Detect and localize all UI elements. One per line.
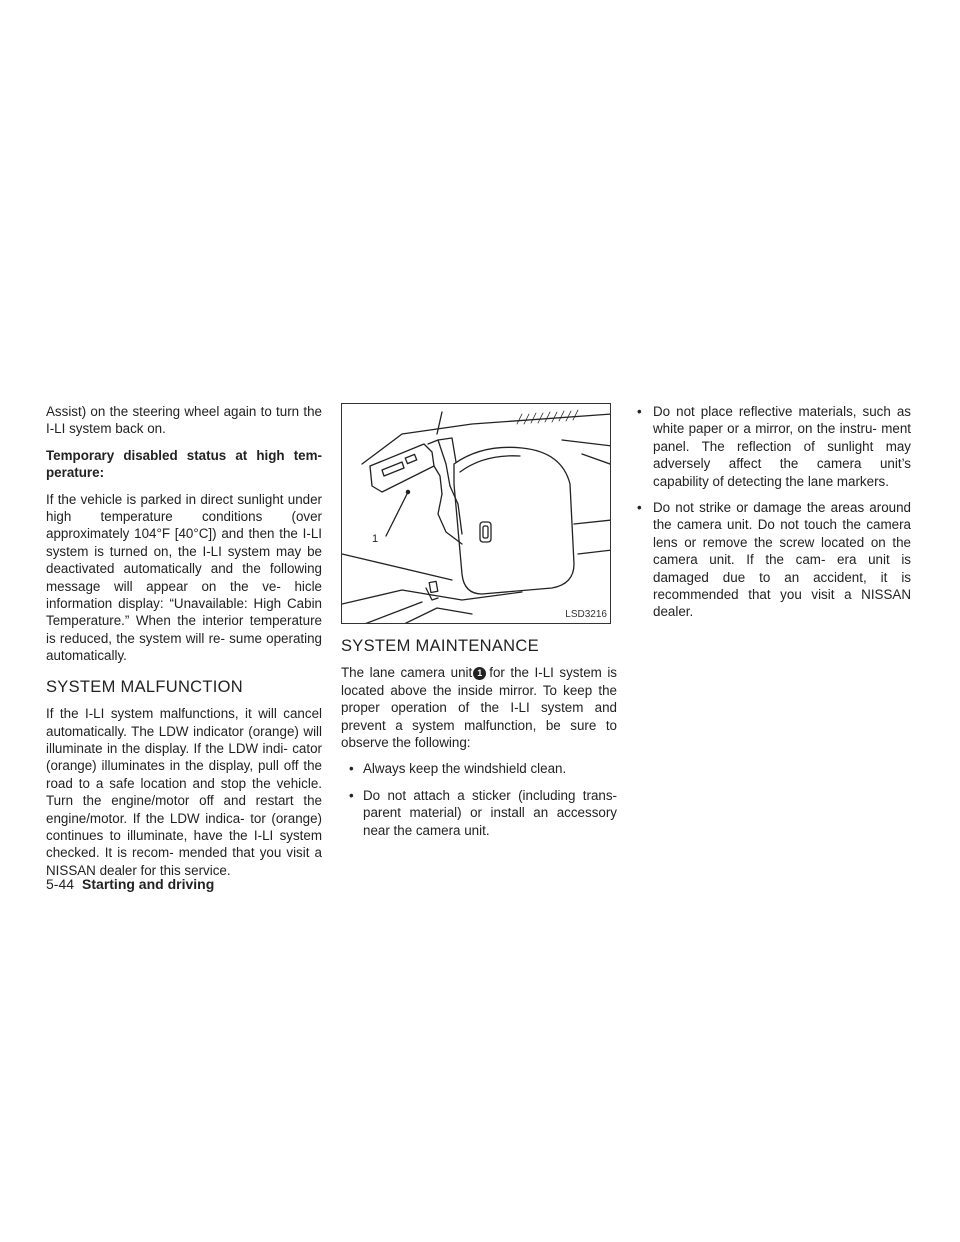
- heading-system-malfunction: SYSTEM MALFUNCTION: [46, 677, 243, 696]
- list-item: • Do not place reflective materials, such as white paper or a mirror, on the instru- ment panel. The reflection of sunlight may adversely affect the camera unit’s capability of detecting the lane markers.: [635, 403, 911, 490]
- figure-callout-1: 1: [372, 533, 379, 545]
- figure-code: LSD3216: [564, 606, 608, 623]
- page-footer: [46, 876, 214, 892]
- column-1: [46, 403, 322, 888]
- intro-paragraph: Assist) on the steering wheel again to turn the I-LI system back on.: [46, 404, 322, 437]
- list-item: • Do not strike or damage the areas around the camera unit. Do not touch the camera lens or remove the screw located on the camera unit. If the cam- era unit is damaged due to an accident, it is recommended that you visit a NISSAN dealer.: [635, 499, 911, 621]
- callout-1-icon: 1: [473, 667, 486, 680]
- column-2: [341, 403, 617, 848]
- high-temperature-paragraph: If the vehicle is parked in direct sunlight under high temperature conditions (over approximately 104°F [40°C]) and then the I-LI system is turned on, the I-LI system may be deactivated automatically and the following message will appear on the ve- hicle information display: “Unavailable: High Cabin Temperature.” When the interior temperature is reduced, the system will re- sume operating automatically.: [46, 491, 322, 664]
- subheading-high-temperature: Temporary disabled status at high tem- perature:: [46, 447, 322, 481]
- heading-system-maintenance: SYSTEM MAINTENANCE: [341, 637, 539, 655]
- maintenance-list: [341, 760, 617, 839]
- column-3: [635, 403, 911, 630]
- maintenance-list-continued: [635, 403, 911, 621]
- camera-illustration: [341, 403, 611, 624]
- windshield-camera-drawing: [342, 404, 611, 624]
- page-number: 5-44: [46, 876, 75, 892]
- malfunction-paragraph: If the I-LI system malfunctions, it will cancel automatically. The LDW indicator (orange) will illuminate in the display. If the LDW indi- cator (orange) illuminates in the display, pull off the road to a safe location and stop the vehicle. Turn the engine/motor off and restart the engine/motor. If the LDW indica- tor (orange) continues to illuminate, have the I-LI system checked. It is recom- mended that you visit a NISSAN dealer for this service.: [46, 706, 322, 878]
- maintenance-paragraph: [341, 664, 617, 751]
- list-item: • Always keep the windshield clean.: [341, 760, 617, 777]
- list-item: • Do not attach a sticker (including trans- parent material) or install an accessory near the camera unit.: [341, 787, 617, 839]
- section-title: Starting and driving: [82, 876, 215, 892]
- maintenance-text-after: for the I-LI system is located above the inside mirror. To keep the proper operation of the I-LI system and prevent a system malfunction, be sure to observe the following:: [341, 665, 617, 751]
- maintenance-text-before: The lane camera unit: [341, 665, 473, 681]
